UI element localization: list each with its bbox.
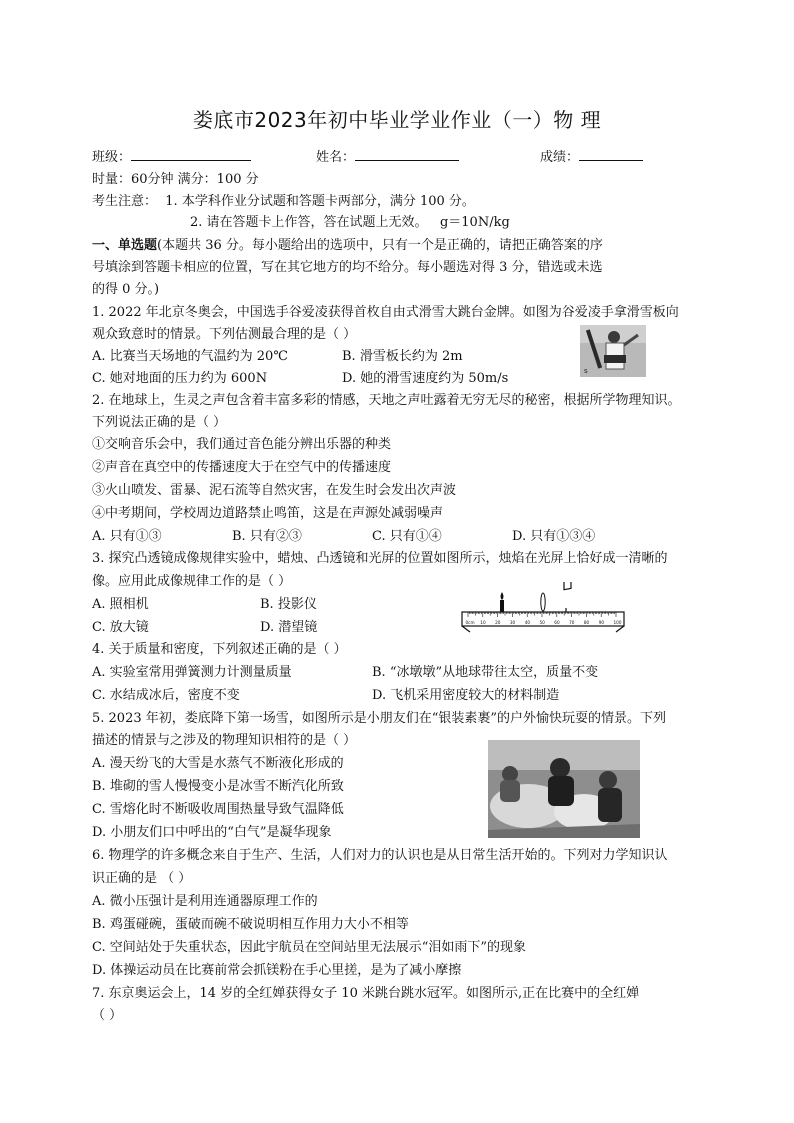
q4-option-b: B. “冰墩墩”从地球带往太空，质量不变: [372, 665, 599, 680]
section1-heading: 一、单选题: [92, 238, 158, 253]
q2-statement-2: ②声音在真空中的传播速度大于在空气中的传播速度: [92, 460, 392, 475]
q3-option-d: D. 潜望镜: [260, 620, 318, 635]
q6-option-c: C. 空间站处于失重状态，因此宇航员在空间站里无法展示“泪如雨下”的现象: [92, 940, 527, 955]
q3-option-c: C. 放大镜: [92, 620, 149, 635]
ruler-tick-label: 70: [569, 620, 575, 625]
ruler-tick-label: 30: [509, 620, 516, 625]
q3-option-a: A. 照相机: [92, 597, 149, 612]
ruler-tick-label: 80: [583, 620, 590, 625]
ruler-tick-label: 50: [539, 620, 545, 625]
lens-icon: [541, 593, 545, 611]
notice-1: [92, 192, 475, 212]
q4-option-c: C. 水结成冰后，密度不变: [92, 688, 240, 703]
notice-2: [190, 213, 510, 233]
gravity-value: g＝10N/kg: [439, 215, 510, 230]
q4-stem: 4. 关于质量和密度，下列叙述正确的是（ ）: [92, 642, 347, 657]
q2-stem-1: 2. 在地球上，生灵之声包含着丰富多彩的情感，天地之声吐露着无穷无尽的秘密，根据所学物理知识。: [92, 393, 681, 408]
q1-skier-photo: [580, 325, 646, 377]
score-label: 成绩：: [540, 150, 580, 165]
q2-statement-4: ④中考期间，学校周边道路禁止鸣笛，这是在声源处减弱噪声: [92, 506, 444, 521]
q6-option-a: A. 微小压强计是利用连通器原理工作的: [92, 894, 318, 909]
class-label: 班级：: [92, 150, 132, 165]
q1-option-c: C. 她对地面的压力约为 600N: [92, 371, 268, 386]
name-label: 姓名：: [316, 150, 356, 165]
q4-option-a: A. 实验室常用弹簧测力计测量质量: [92, 665, 292, 680]
notice-label: 考生注意：: [92, 194, 158, 209]
q3-option-b: B. 投影仪: [260, 597, 317, 612]
q2-option-c: C. 只有①④: [372, 529, 442, 544]
q1-option-a: A. 比赛当天场地的气温约为 20℃: [92, 349, 288, 364]
q5-option-b: B. 堆砌的雪人慢慢变小是冰雪不断汽化所致: [92, 779, 344, 794]
q6-stem-2: 识正确的是 （ ）: [92, 871, 192, 886]
section1-instr-3: 的得 0 分。): [92, 282, 160, 297]
q5-option-d: D. 小朋友们口中呼出的“白气”是凝华现象: [92, 825, 332, 840]
q1-option-d: D. 她的滑雪速度约为 50m/s: [342, 371, 509, 386]
name-field: [316, 146, 459, 168]
ruler-tick-label: 20: [495, 620, 501, 625]
notice-1-text: 1. 本学科作业分试题和答题卡两部分，满分 100 分。: [165, 194, 475, 209]
q3-stem-2: 像。应用此成像规律工作的是（ ）: [92, 574, 292, 589]
section1-instr-2: 号填涂到答题卡相应的位置，写在其它地方的均不给分。每小题选对得 3 分，错选或未选: [92, 260, 603, 275]
q2-stem-2: 下列说法正确的是（ ）: [92, 415, 227, 430]
name-blank: [355, 146, 459, 161]
q3-optical-bench-diagram: [460, 582, 626, 634]
q2-option-d: D. 只有①③④: [512, 529, 596, 544]
q1-option-b: B. 滑雪板长约为 2m: [342, 349, 463, 364]
q7-stem-1: 7. 东京奥运会上，14 岁的全红婵获得女子 10 米跳台跳水冠军。如图所示,正在比赛中的全红婵: [92, 986, 640, 1001]
time-info: 时量：60分钟 满分：100 分: [92, 172, 259, 187]
q2-statement-1: ①交响音乐会中，我们通过音色能分辨出乐器的种类: [92, 437, 392, 452]
q5-option-a: A. 漫天纷飞的大雪是水蒸气不断液化形成的: [92, 756, 344, 771]
q1-stem-1: 1. 2022 年北京冬奥会，中国选手谷爱凌获得首枚自由式滑雪大跳台金牌。如图为谷爱凌手拿滑雪板向: [92, 305, 679, 320]
ruler-tick-label: 40: [524, 620, 531, 625]
flame-icon: [501, 592, 504, 600]
svg-text:s: s: [584, 367, 588, 375]
ruler-tick-label: 0cm: [465, 620, 475, 625]
q5-snow-play-photo: [488, 740, 640, 838]
q5-option-c: C. 雪熔化时不断吸收周围热量导致气温降低: [92, 802, 344, 817]
class-field: [92, 146, 251, 168]
section1-heading-line: [92, 236, 603, 256]
q2-statement-3: ③火山喷发、雷暴、泥石流等自然灾害，在发生时会发出次声波: [92, 483, 457, 498]
q5-stem-1: 5. 2023 年初，娄底降下第一场雪，如图所示是小朋友们在“银装素裹”的户外愉快玩耍的情景。下列: [92, 711, 667, 726]
q3-stem-1: 3. 探究凸透镜成像规律实验中，蜡烛、凸透镜和光屏的位置如图所示，烛焰在光屏上恰好成一清晰的: [92, 551, 668, 566]
q6-option-d: D. 体操运动员在比赛前常会抓镁粉在手心里搓，是为了减小摩擦: [92, 963, 462, 978]
q4-option-d: D. 飞机采用密度较大的材料制造: [372, 688, 560, 703]
score-field: [540, 146, 643, 168]
q6-option-b: B. 鸡蛋碰碗，蛋破而碗不破说明相互作用力大小不相等: [92, 917, 409, 932]
ruler-tick-label: 60: [554, 620, 560, 625]
q2-option-a: A. 只有①③: [92, 529, 162, 544]
q5-stem-2: 描述的情景与之涉及的物理知识相符的是（ ）: [92, 733, 357, 748]
ruler-tick-label: 100: [613, 620, 622, 625]
ruler-tick-label: 10: [480, 620, 486, 625]
screen-icon: [564, 582, 571, 590]
ruler-tick-label: 90: [598, 620, 605, 625]
q7-stem-2: （ ）: [92, 1008, 123, 1023]
class-blank: [131, 146, 251, 161]
candle-icon: [500, 600, 504, 612]
score-blank: [579, 146, 643, 161]
q2-option-b: B. 只有②③: [232, 529, 302, 544]
notice-2-text: 2. 请在答题卡上作答，答在试题上无效。: [190, 215, 428, 230]
section1-instr-1: (本题共 36 分。每小题给出的选项中，只有一个是正确的，请把正确答案的序: [157, 238, 603, 253]
q6-stem-1: 6. 物理学的许多概念来自于生产、生活，人们对力的认识也是从日常生活开始的。下列对力学知识认: [92, 848, 668, 863]
q1-stem-2: 观众致意时的情景。下列估测最合理的是（ ）: [92, 327, 357, 342]
page-title: 娄底市2023年初中毕业学业作业（一）物 理: [192, 108, 602, 132]
